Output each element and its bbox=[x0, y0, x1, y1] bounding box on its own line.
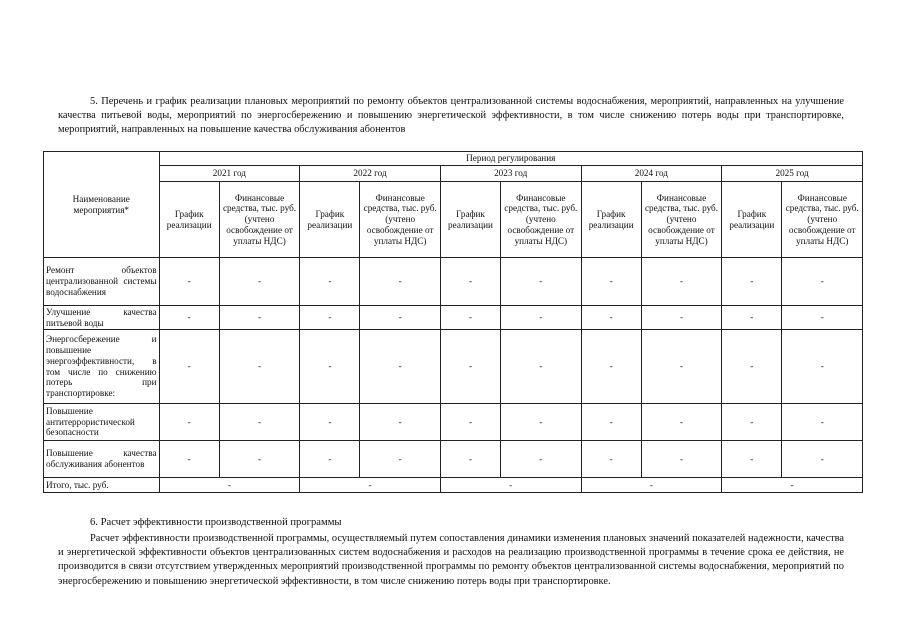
table-cell: - bbox=[219, 258, 299, 306]
table-cell: - bbox=[360, 306, 440, 330]
subheader-schedule: График реализации bbox=[440, 182, 500, 258]
header-year-2024: 2024 год bbox=[581, 166, 722, 182]
table-row bbox=[44, 330, 863, 404]
table-cell: - bbox=[581, 306, 641, 330]
table-cell: - bbox=[300, 258, 360, 306]
table-cell: - bbox=[782, 330, 863, 404]
table-cell: - bbox=[501, 404, 581, 441]
section-6-text: Расчет эффективности производственной программы, осуществляемый путем сопоставления динамики изменения плановых значений показателей надежности, качества и энергетической эффективности объектов централизованных систем водоснабжения и расходов на реализацию производственной программы в течение срока ее действия, не производится в связи отсутствием утвержденных мероприятий производственной программы по ремонту объектов централизованной системы водоснабжения, мероприятий по энергосбережению и повышению энергетической эффективности, в том числе снижению потерь воды при транспортировке. bbox=[58, 533, 844, 587]
table-cell: - bbox=[300, 306, 360, 330]
table-cell: - bbox=[501, 441, 581, 478]
total-cell: - bbox=[159, 478, 300, 493]
header-period: Период регулирования bbox=[159, 152, 862, 166]
table-cell: - bbox=[501, 330, 581, 404]
subheader-schedule: График реализации bbox=[581, 182, 641, 258]
subheader-finance: Финансовые средства, тыс. руб. (учтено освобождение от уплаты НДС) bbox=[501, 182, 581, 258]
table-cell: - bbox=[300, 330, 360, 404]
table-cell: - bbox=[159, 404, 219, 441]
table-cell: - bbox=[159, 306, 219, 330]
table-cell: - bbox=[782, 441, 863, 478]
row-name: Улучшение качества питьевой воды bbox=[44, 306, 160, 330]
table-cell: - bbox=[440, 306, 500, 330]
table-row bbox=[44, 441, 863, 478]
table-cell: - bbox=[641, 404, 721, 441]
table-cell: - bbox=[440, 330, 500, 404]
row-name: Энергосбережение и повышение энергоэффективности, в том числе по снижению потерь при транспортировке: bbox=[44, 330, 160, 404]
subheader-schedule: График реализации bbox=[722, 182, 782, 258]
table-cell: - bbox=[219, 441, 299, 478]
table-row bbox=[44, 258, 863, 306]
section-5-text: 5. Перечень и график реализации плановых мероприятий по ремонту объектов централизованной системы водоснабжения, мероприятий, направленных на улучшение качества питьевой воды, мероприятий по энергосбережению и повышению энергетической эффективности, в том числе снижению потерь воды при транспортировке, мероприятий, направленных на повышение качества обслуживания абонентов bbox=[58, 96, 844, 136]
header-year-2025: 2025 год bbox=[722, 166, 863, 182]
table-cell: - bbox=[641, 258, 721, 306]
section-6-title: 6. Расчет эффективности производственной программы bbox=[90, 517, 342, 528]
total-cell: - bbox=[581, 478, 722, 493]
table-cell: - bbox=[360, 330, 440, 404]
table-cell: - bbox=[300, 441, 360, 478]
header-year-2023: 2023 год bbox=[440, 166, 581, 182]
table-cell: - bbox=[641, 306, 721, 330]
table-cell: - bbox=[360, 404, 440, 441]
table-cell: - bbox=[501, 258, 581, 306]
table-cell: - bbox=[440, 441, 500, 478]
section-5-paragraph bbox=[58, 95, 844, 138]
subheader-schedule: График реализации bbox=[159, 182, 219, 258]
section-6-paragraph bbox=[58, 532, 844, 589]
table-cell: - bbox=[360, 441, 440, 478]
table-row bbox=[44, 404, 863, 441]
table-cell: - bbox=[440, 258, 500, 306]
table-cell: - bbox=[581, 258, 641, 306]
subheader-finance: Финансовые средства, тыс. руб. (учтено освобождение от уплаты НДС) bbox=[219, 182, 299, 258]
table-cell: - bbox=[300, 404, 360, 441]
table-cell: - bbox=[782, 306, 863, 330]
row-name: Ремонт объектов централизованной системы водоснабжения bbox=[44, 258, 160, 306]
table-cell: - bbox=[159, 330, 219, 404]
subheader-finance: Финансовые средства, тыс. руб. (учтено освобождение от уплаты НДС) bbox=[360, 182, 440, 258]
table-cell: - bbox=[722, 330, 782, 404]
subheader-schedule: График реализации bbox=[300, 182, 360, 258]
subheader-finance: Финансовые средства, тыс. руб. (учтено освобождение от уплаты НДС) bbox=[782, 182, 863, 258]
total-cell: - bbox=[722, 478, 863, 493]
total-label: Итого, тыс. руб. bbox=[44, 478, 160, 493]
table-cell: - bbox=[641, 441, 721, 478]
table-cell: - bbox=[159, 441, 219, 478]
table-row bbox=[44, 306, 863, 330]
total-cell: - bbox=[440, 478, 581, 493]
table-cell: - bbox=[360, 258, 440, 306]
row-name: Повышение антитеррористической безопасности bbox=[44, 404, 160, 441]
header-year-2022: 2022 год bbox=[300, 166, 441, 182]
header-year-2021: 2021 год bbox=[159, 166, 300, 182]
table-cell: - bbox=[782, 258, 863, 306]
table-cell: - bbox=[722, 441, 782, 478]
table-cell: - bbox=[782, 404, 863, 441]
table-cell: - bbox=[440, 404, 500, 441]
table-cell: - bbox=[501, 306, 581, 330]
table-cell: - bbox=[219, 330, 299, 404]
activities-table bbox=[43, 151, 863, 493]
total-cell: - bbox=[300, 478, 441, 493]
table-cell: - bbox=[159, 258, 219, 306]
table-cell: - bbox=[722, 306, 782, 330]
table-cell: - bbox=[581, 441, 641, 478]
table-cell: - bbox=[581, 404, 641, 441]
table-cell: - bbox=[722, 404, 782, 441]
table-cell: - bbox=[641, 330, 721, 404]
row-name: Повышение качества обслуживания абонентов bbox=[44, 441, 160, 478]
total-row bbox=[44, 478, 863, 493]
table-cell: - bbox=[219, 306, 299, 330]
table-cell: - bbox=[581, 330, 641, 404]
table-cell: - bbox=[219, 404, 299, 441]
table-cell: - bbox=[722, 258, 782, 306]
subheader-finance: Финансовые средства, тыс. руб. (учтено освобождение от уплаты НДС) bbox=[641, 182, 721, 258]
header-activity-name: Наименование мероприятия* bbox=[44, 152, 160, 258]
